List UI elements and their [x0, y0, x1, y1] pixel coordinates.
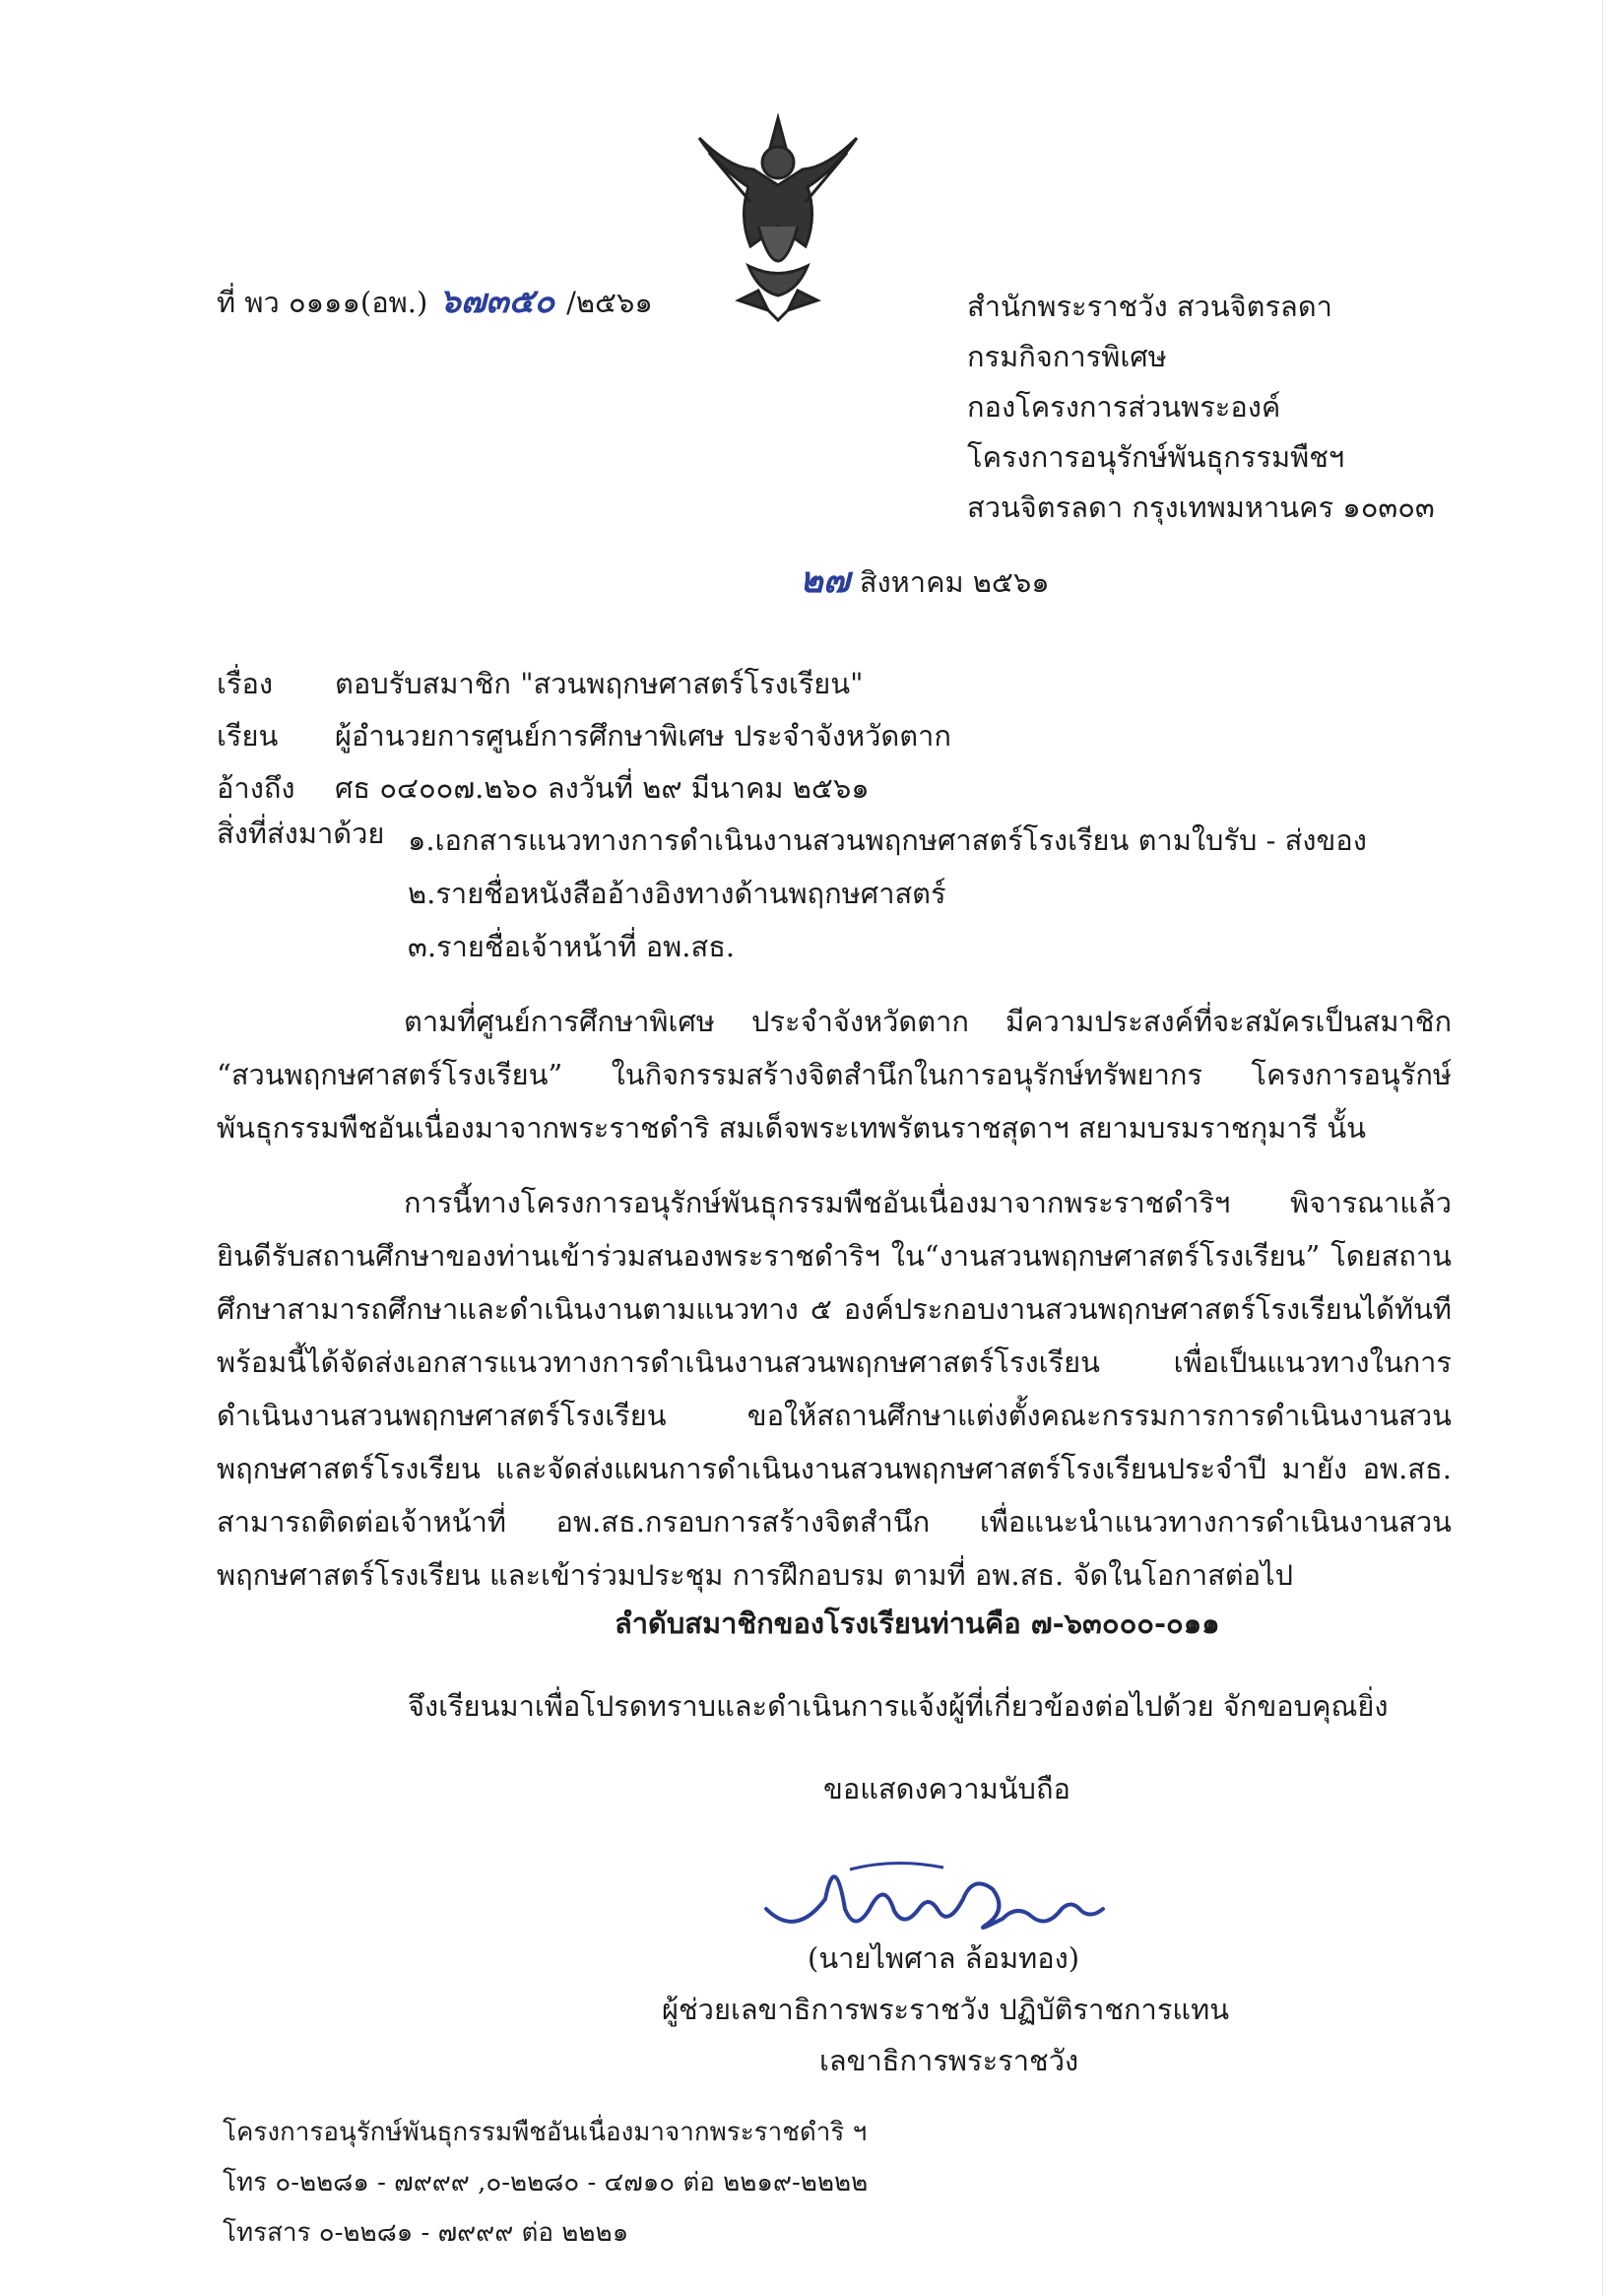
scan-edge-line [1602, 0, 1603, 2296]
recipient-label: เรียน [217, 719, 279, 753]
body-paragraph: การนี้ทางโครงการอนุรักษ์พันธุกรรมพืชอันเนื่องมาจากพระราชดำริฯ พิจารณาแล้ว ยินดีรับสถานศึกษาของท่านเข้าร่วมสนองพระราชดำริฯ ใน“งานสวนพฤกษศาสตร์โรงเรียน” โดยสถานศึกษาสามารถศึกษาและดำเนินงานตามแนวทาง ๕ องค์ประกอบงานสวนพฤกษศาสตร์โรงเรียนได้ทันที พร้อมนี้ได้จัดส่งเอกสารแนวทางการดำเนินงานสวนพฤกษศาสตร์โรงเรียน เพื่อเป็นแนวทางในการดำเนินงานสวนพฤกษศาสตร์โรงเรียน ขอให้สถานศึกษาแต่งตั้งคณะกรรมการการดำเนินงานสวนพฤกษศาสตร์โรงเรียน และจัดส่งแผนการดำเนินงานสวนพฤกษศาสตร์โรงเรียนประจำปี มายัง อพ.สธ. สามารถติดต่อเจ้าหน้าที่ อพ.สธ.กรอบการสร้างจิตสำนึก เพื่อแนะนำแนวทางการดำเนินงานสวนพฤกษศาสตร์โรงเรียน และเข้าร่วมประชุม การฝึกอบรม ตามที่ อพ.สธ. จัดในโอกาสต่อไป [217, 1186, 1452, 1592]
signer-position: ผู้ช่วยเลขาธิการพระราชวัง ปฏิบัติราชการแทน [662, 1993, 1230, 2026]
subject-row [217, 658, 951, 710]
sender-address-line: กรมกิจการพิเศษ [967, 340, 1167, 373]
recipient-row [217, 710, 951, 762]
subject-value: ตอบรับสมาชิก "สวนพฤกษศาสตร์โรงเรียน" [335, 667, 864, 700]
enclosures-label: สิ่งที่ส่งมาด้วย [217, 817, 385, 850]
garuda-emblem-icon [680, 108, 876, 330]
footer-line: โทร ๐-๒๒๘๑ - ๗๙๙๙ ,๐-๒๒๘๐ - ๔๗๑๐ ต่อ ๒๒๑๙-๒๒๒๒ [223, 2168, 869, 2198]
sender-address-line: โครงการอนุรักษ์พันธุกรรมพืชฯ [967, 440, 1345, 474]
letter-date [800, 561, 1050, 602]
footer-contact [223, 2108, 868, 2259]
sender-address [967, 282, 1435, 533]
reference-row [217, 762, 951, 815]
signer-position: เลขาธิการพระราชวัง [819, 2044, 1079, 2077]
sender-address-line: สำนักพระราชวัง สวนจิตรลดา [967, 290, 1332, 323]
header-fields [217, 658, 951, 815]
enclosures-list [408, 814, 1367, 973]
reference-label: อ้างถึง [217, 771, 295, 805]
enclosure-item: ๑.เอกสารแนวทางการดำเนินงานสวนพฤกษศาสตร์โรงเรียน ตามใบรับ - ส่งของ [408, 823, 1367, 857]
reference-prefix: ที่ พว ๐๑๑๑(อพ.) [217, 286, 428, 319]
closing-request: จึงเรียนมาเพื่อโปรดทราบและดำเนินการแจ้งผู้ที่เกี่ยวข้องต่อไปด้วย จักขอบคุณยิ่ง [408, 1689, 1389, 1723]
sender-address-line: สวนจิตรลดา กรุงเทพมหานคร ๑๐๓๐๓ [967, 491, 1435, 524]
date-month-year: สิงหาคม ๒๕๖๑ [859, 565, 1050, 599]
salutation: ขอแสดงความนับถือ [823, 1772, 1070, 1805]
reference-suffix: /๒๕๖๑ [566, 286, 653, 319]
body-paragraph: ตามที่ศูนย์การศึกษาพิเศษ ประจำจังหวัดตาก มีความประสงค์ที่จะสมัครเป็นสมาชิก “สวนพฤกษศาสตร์โรงเรียน” ในกิจกรรมสร้างจิตสำนึกในการอนุรักษ์ทรัพยากร โครงการอนุรักษ์พันธุกรรมพืชอันเนื่องมาจากพระราชดำริ สมเด็จพระเทพรัตนราชสุดาฯ สยามบรมราชกุมารี นั้น [217, 1005, 1452, 1145]
signer-name: (นายไพศาล ล้อมทอง) [808, 1941, 1080, 1975]
enclosure-item: ๓.รายชื่อเจ้าหน้าที่ อพ.สธ. [408, 930, 736, 963]
footer-line: โครงการอนุรักษ์พันธุกรรมพืชอันเนื่องมาจากพระราชดำริ ฯ [223, 2118, 868, 2147]
handwritten-day: ๒๗ [800, 560, 850, 601]
footer-line: โทรสาร ๐-๒๒๘๑ - ๗๙๙๙ ต่อ ๒๒๒๑ [223, 2218, 629, 2248]
reference-number [217, 282, 653, 322]
member-number: ลำดับสมาชิกของโรงเรียนท่านคือ ๗-๖๓๐๐๐-๐๑๑ [615, 1607, 1220, 1640]
subject-label: เรื่อง [217, 667, 274, 700]
sender-address-line: กองโครงการส่วนพระองค์ [967, 390, 1281, 424]
handwritten-reference-number: ๖๗๓๕๐ [439, 282, 555, 321]
recipient-value: ผู้อำนวยการศูนย์การศึกษาพิเศษ ประจำจังหวัดตาก [335, 719, 951, 753]
enclosure-item: ๒.รายชื่อหนังสืออ้างอิงทางด้านพฤกษศาสตร์ [408, 877, 946, 910]
reference-value: ศธ ๐๔๐๐๗.๒๖๐ ลงวันที่ ๒๙ มีนาคม ๒๕๖๑ [335, 771, 870, 805]
